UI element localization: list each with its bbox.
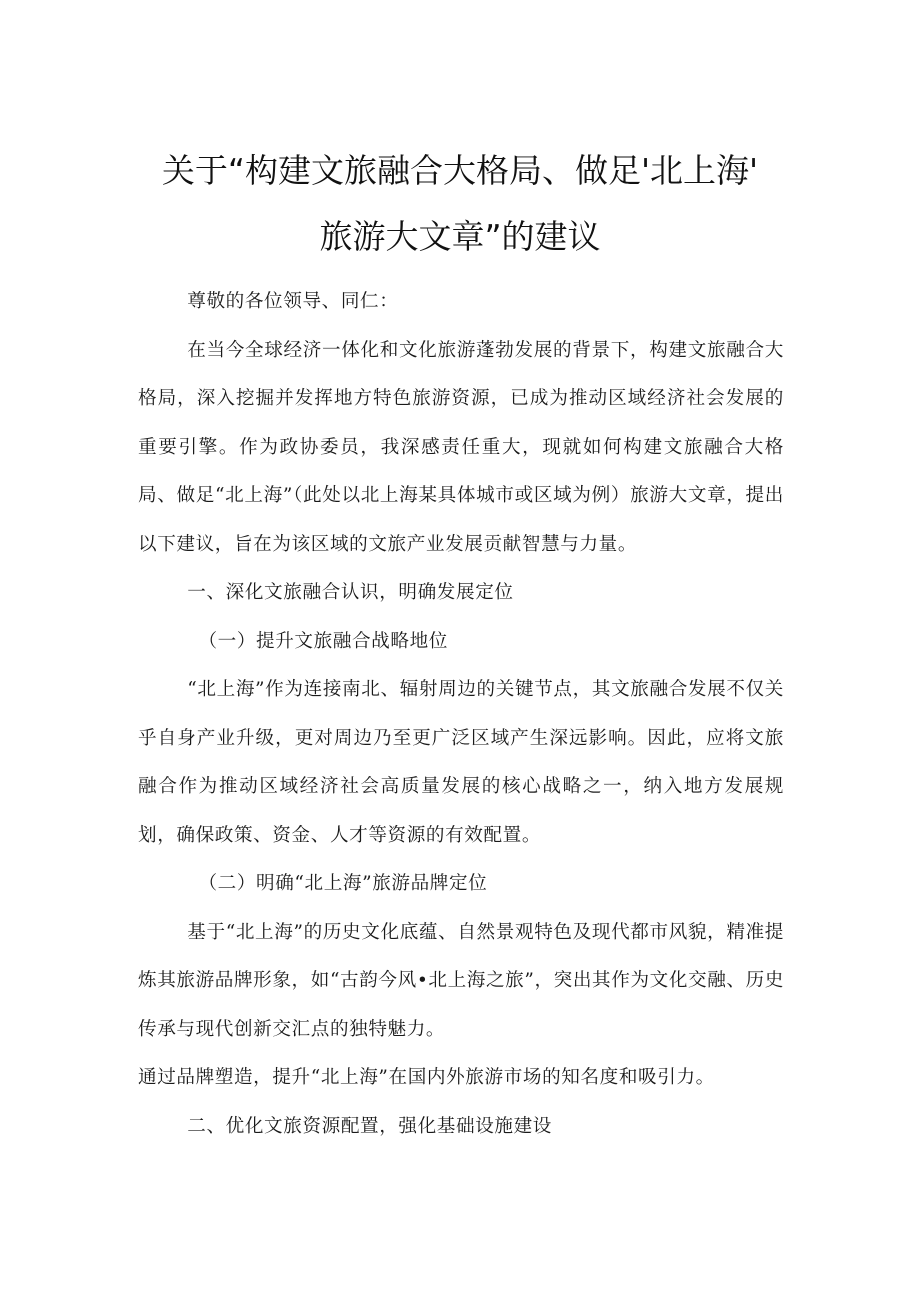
salutation: 尊敬的各位领导、同仁：: [187, 291, 399, 312]
paragraph-1-1: “北上海”作为连接南北、辐射周边的关键节点，其文旅融合发展不仅关乎自身产业升级，更对周边乃至更广泛区域产生深远影响。因此，应将文旅融合作为推动区域经济社会高质量发展的核心战略之一，纳入地方发展规划，确保政策、资金、人才等资源的有效配置。: [138, 679, 784, 846]
paragraph-intro: 在当今全球经济一体化和文化旅游蓬勃发展的背景下，构建文旅融合大格局，深入挖掘并发挥地方特色旅游资源，已成为推动区域经济社会发展的重要引擎。作为政协委员，我深感责任重大，现就如何构建文旅融合大格局、做足“北上海”（此处以北上海某具体城市或区域为例）旅游大文章，提出以下建议，旨在为该区域的文旅产业发展贡献智慧与力量。: [138, 339, 784, 555]
document-title: [100, 138, 820, 270]
title-line-2: 旅游大文章”的建议: [319, 217, 601, 256]
section-heading-1: 一、深化文旅融合认识，明确发展定位: [187, 582, 514, 603]
section-heading-2: 二、优化文旅资源配置，强化基础设施建设: [187, 1115, 552, 1137]
document-body: [138, 278, 784, 1151]
subsection-heading-1-2: （二）明确“北上海”旅游品牌定位: [198, 873, 488, 894]
paragraph-1-2-cont: 通过品牌塑造，提升“北上海”在国内外旅游市场的知名度和吸引力。: [138, 1067, 715, 1088]
subsection-heading-1-1: （一）提升文旅融合战略地位: [198, 630, 448, 652]
paragraph-1-2: 基于“北上海”的历史文化底蕴、自然景观特色及现代都市风貌，精准提炼其旅游品牌形象，如“古韵今风•北上海之旅”，突出其作为文化交融、历史传承与现代创新交汇点的独特魅力。: [138, 921, 784, 1040]
title-line-1: 关于“构建文旅融合大格局、做足'北上海': [161, 151, 759, 190]
